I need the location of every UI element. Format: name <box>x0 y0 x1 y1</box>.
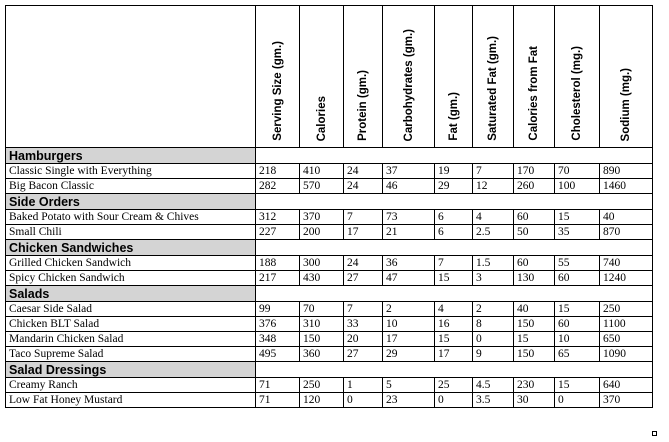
value-cell: 15 <box>555 210 600 225</box>
value-cell: 1460 <box>600 179 653 194</box>
value-cell: 4.5 <box>473 378 514 393</box>
value-cell: 3 <box>473 271 514 286</box>
value-cell: 100 <box>555 179 600 194</box>
value-cell: 870 <box>600 225 653 240</box>
table-row <box>6 271 653 286</box>
value-cell: 120 <box>300 393 344 408</box>
value-cell: 37 <box>383 164 435 179</box>
value-cell: 370 <box>600 393 653 408</box>
value-cell: 2 <box>473 302 514 317</box>
value-cell: 35 <box>555 225 600 240</box>
value-cell: 1100 <box>600 317 653 332</box>
value-cell: 410 <box>300 164 344 179</box>
value-cell: 200 <box>300 225 344 240</box>
value-cell: 2 <box>383 302 435 317</box>
table-row <box>6 317 653 332</box>
table-row <box>6 378 653 393</box>
value-cell: 60 <box>514 210 555 225</box>
value-cell: 7 <box>344 302 383 317</box>
value-cell: 29 <box>435 179 473 194</box>
value-cell: 640 <box>600 378 653 393</box>
value-cell: 50 <box>514 225 555 240</box>
value-cell: 1090 <box>600 347 653 362</box>
resize-handle-icon[interactable] <box>652 431 657 436</box>
value-cell: 19 <box>435 164 473 179</box>
value-cell: 0 <box>344 393 383 408</box>
column-header-protein: Protein (gm.) <box>344 6 383 148</box>
section-title: Side Orders <box>6 194 256 210</box>
value-cell: 15 <box>435 271 473 286</box>
value-cell: 230 <box>514 378 555 393</box>
value-cell: 24 <box>344 179 383 194</box>
value-cell: 20 <box>344 332 383 347</box>
section-filler <box>256 194 653 210</box>
item-name: Classic Single with Everything <box>6 164 256 179</box>
section-header-row <box>6 194 653 210</box>
column-header-carbohydrates: Carbohydrates (gm.) <box>383 6 435 148</box>
value-cell: 310 <box>300 317 344 332</box>
value-cell: 46 <box>383 179 435 194</box>
value-cell: 570 <box>300 179 344 194</box>
value-cell: 6 <box>435 225 473 240</box>
item-name: Taco Supreme Salad <box>6 347 256 362</box>
value-cell: 40 <box>514 302 555 317</box>
value-cell: 70 <box>555 164 600 179</box>
value-cell: 370 <box>300 210 344 225</box>
value-cell: 4 <box>473 210 514 225</box>
value-cell: 260 <box>514 179 555 194</box>
value-cell: 15 <box>555 302 600 317</box>
section-title: Salad Dressings <box>6 362 256 378</box>
value-cell: 2.5 <box>473 225 514 240</box>
column-header-fat: Fat (gm.) <box>435 6 473 148</box>
item-name: Spicy Chicken Sandwich <box>6 271 256 286</box>
value-cell: 130 <box>514 271 555 286</box>
value-cell: 188 <box>256 256 300 271</box>
value-cell: 495 <box>256 347 300 362</box>
section-title: Salads <box>6 286 256 302</box>
value-cell: 6 <box>435 210 473 225</box>
value-cell: 218 <box>256 164 300 179</box>
value-cell: 4 <box>435 302 473 317</box>
value-cell: 227 <box>256 225 300 240</box>
value-cell: 16 <box>435 317 473 332</box>
item-name: Caesar Side Salad <box>6 302 256 317</box>
item-name: Chicken BLT Salad <box>6 317 256 332</box>
table-row <box>6 302 653 317</box>
value-cell: 21 <box>383 225 435 240</box>
value-cell: 312 <box>256 210 300 225</box>
value-cell: 10 <box>383 317 435 332</box>
section-header-row <box>6 362 653 378</box>
value-cell: 29 <box>383 347 435 362</box>
value-cell: 650 <box>600 332 653 347</box>
table-row <box>6 210 653 225</box>
value-cell: 24 <box>344 256 383 271</box>
value-cell: 73 <box>383 210 435 225</box>
value-cell: 27 <box>344 347 383 362</box>
value-cell: 250 <box>300 378 344 393</box>
table-row <box>6 225 653 240</box>
value-cell: 348 <box>256 332 300 347</box>
value-cell: 15 <box>514 332 555 347</box>
table-row <box>6 164 653 179</box>
value-cell: 17 <box>383 332 435 347</box>
value-cell: 55 <box>555 256 600 271</box>
value-cell: 25 <box>435 378 473 393</box>
section-title: Chicken Sandwiches <box>6 240 256 256</box>
value-cell: 8 <box>473 317 514 332</box>
value-cell: 60 <box>555 317 600 332</box>
value-cell: 40 <box>600 210 653 225</box>
section-title: Hamburgers <box>6 148 256 164</box>
value-cell: 300 <box>300 256 344 271</box>
item-name: Baked Potato with Sour Cream & Chives <box>6 210 256 225</box>
value-cell: 70 <box>300 302 344 317</box>
value-cell: 5 <box>383 378 435 393</box>
value-cell: 150 <box>514 317 555 332</box>
value-cell: 360 <box>300 347 344 362</box>
value-cell: 27 <box>344 271 383 286</box>
column-header-serving-size: Serving Size (gm.) <box>256 6 300 148</box>
value-cell: 150 <box>300 332 344 347</box>
item-column-header <box>6 6 256 148</box>
table-body <box>6 148 653 408</box>
column-header-calories: Calories <box>300 6 344 148</box>
value-cell: 12 <box>473 179 514 194</box>
header-row <box>6 6 653 148</box>
value-cell: 7 <box>344 210 383 225</box>
value-cell: 30 <box>514 393 555 408</box>
value-cell: 65 <box>555 347 600 362</box>
value-cell: 17 <box>435 347 473 362</box>
value-cell: 170 <box>514 164 555 179</box>
value-cell: 1.5 <box>473 256 514 271</box>
section-header-row <box>6 148 653 164</box>
item-name: Small Chili <box>6 225 256 240</box>
table-row <box>6 393 653 408</box>
value-cell: 150 <box>514 347 555 362</box>
column-header-cholesterol: Cholesterol (mg.) <box>555 6 600 148</box>
value-cell: 60 <box>514 256 555 271</box>
value-cell: 217 <box>256 271 300 286</box>
value-cell: 36 <box>383 256 435 271</box>
value-cell: 71 <box>256 393 300 408</box>
value-cell: 890 <box>600 164 653 179</box>
value-cell: 376 <box>256 317 300 332</box>
value-cell: 250 <box>600 302 653 317</box>
item-name: Creamy Ranch <box>6 378 256 393</box>
section-filler <box>256 362 653 378</box>
value-cell: 3.5 <box>473 393 514 408</box>
table-row <box>6 347 653 362</box>
value-cell: 17 <box>344 225 383 240</box>
value-cell: 60 <box>555 271 600 286</box>
value-cell: 7 <box>473 164 514 179</box>
column-header-saturated-fat: Saturated Fat (gm.) <box>473 6 514 148</box>
value-cell: 9 <box>473 347 514 362</box>
value-cell: 33 <box>344 317 383 332</box>
value-cell: 10 <box>555 332 600 347</box>
value-cell: 1240 <box>600 271 653 286</box>
value-cell: 24 <box>344 164 383 179</box>
value-cell: 0 <box>435 393 473 408</box>
value-cell: 71 <box>256 378 300 393</box>
value-cell: 0 <box>473 332 514 347</box>
section-filler <box>256 240 653 256</box>
item-name: Low Fat Honey Mustard <box>6 393 256 408</box>
column-header-calories-from-fat: Calories from Fat <box>514 6 555 148</box>
value-cell: 282 <box>256 179 300 194</box>
value-cell: 99 <box>256 302 300 317</box>
value-cell: 47 <box>383 271 435 286</box>
section-filler <box>256 148 653 164</box>
table-row <box>6 179 653 194</box>
value-cell: 0 <box>555 393 600 408</box>
table-row <box>6 256 653 271</box>
section-header-row <box>6 286 653 302</box>
section-filler <box>256 286 653 302</box>
value-cell: 15 <box>435 332 473 347</box>
value-cell: 430 <box>300 271 344 286</box>
value-cell: 7 <box>435 256 473 271</box>
section-header-row <box>6 240 653 256</box>
value-cell: 23 <box>383 393 435 408</box>
table-row <box>6 332 653 347</box>
value-cell: 1 <box>344 378 383 393</box>
item-name: Big Bacon Classic <box>6 179 256 194</box>
nutrition-table <box>5 5 653 408</box>
value-cell: 15 <box>555 378 600 393</box>
item-name: Grilled Chicken Sandwich <box>6 256 256 271</box>
item-name: Mandarin Chicken Salad <box>6 332 256 347</box>
column-header-sodium: Sodium (mg.) <box>600 6 653 148</box>
value-cell: 740 <box>600 256 653 271</box>
